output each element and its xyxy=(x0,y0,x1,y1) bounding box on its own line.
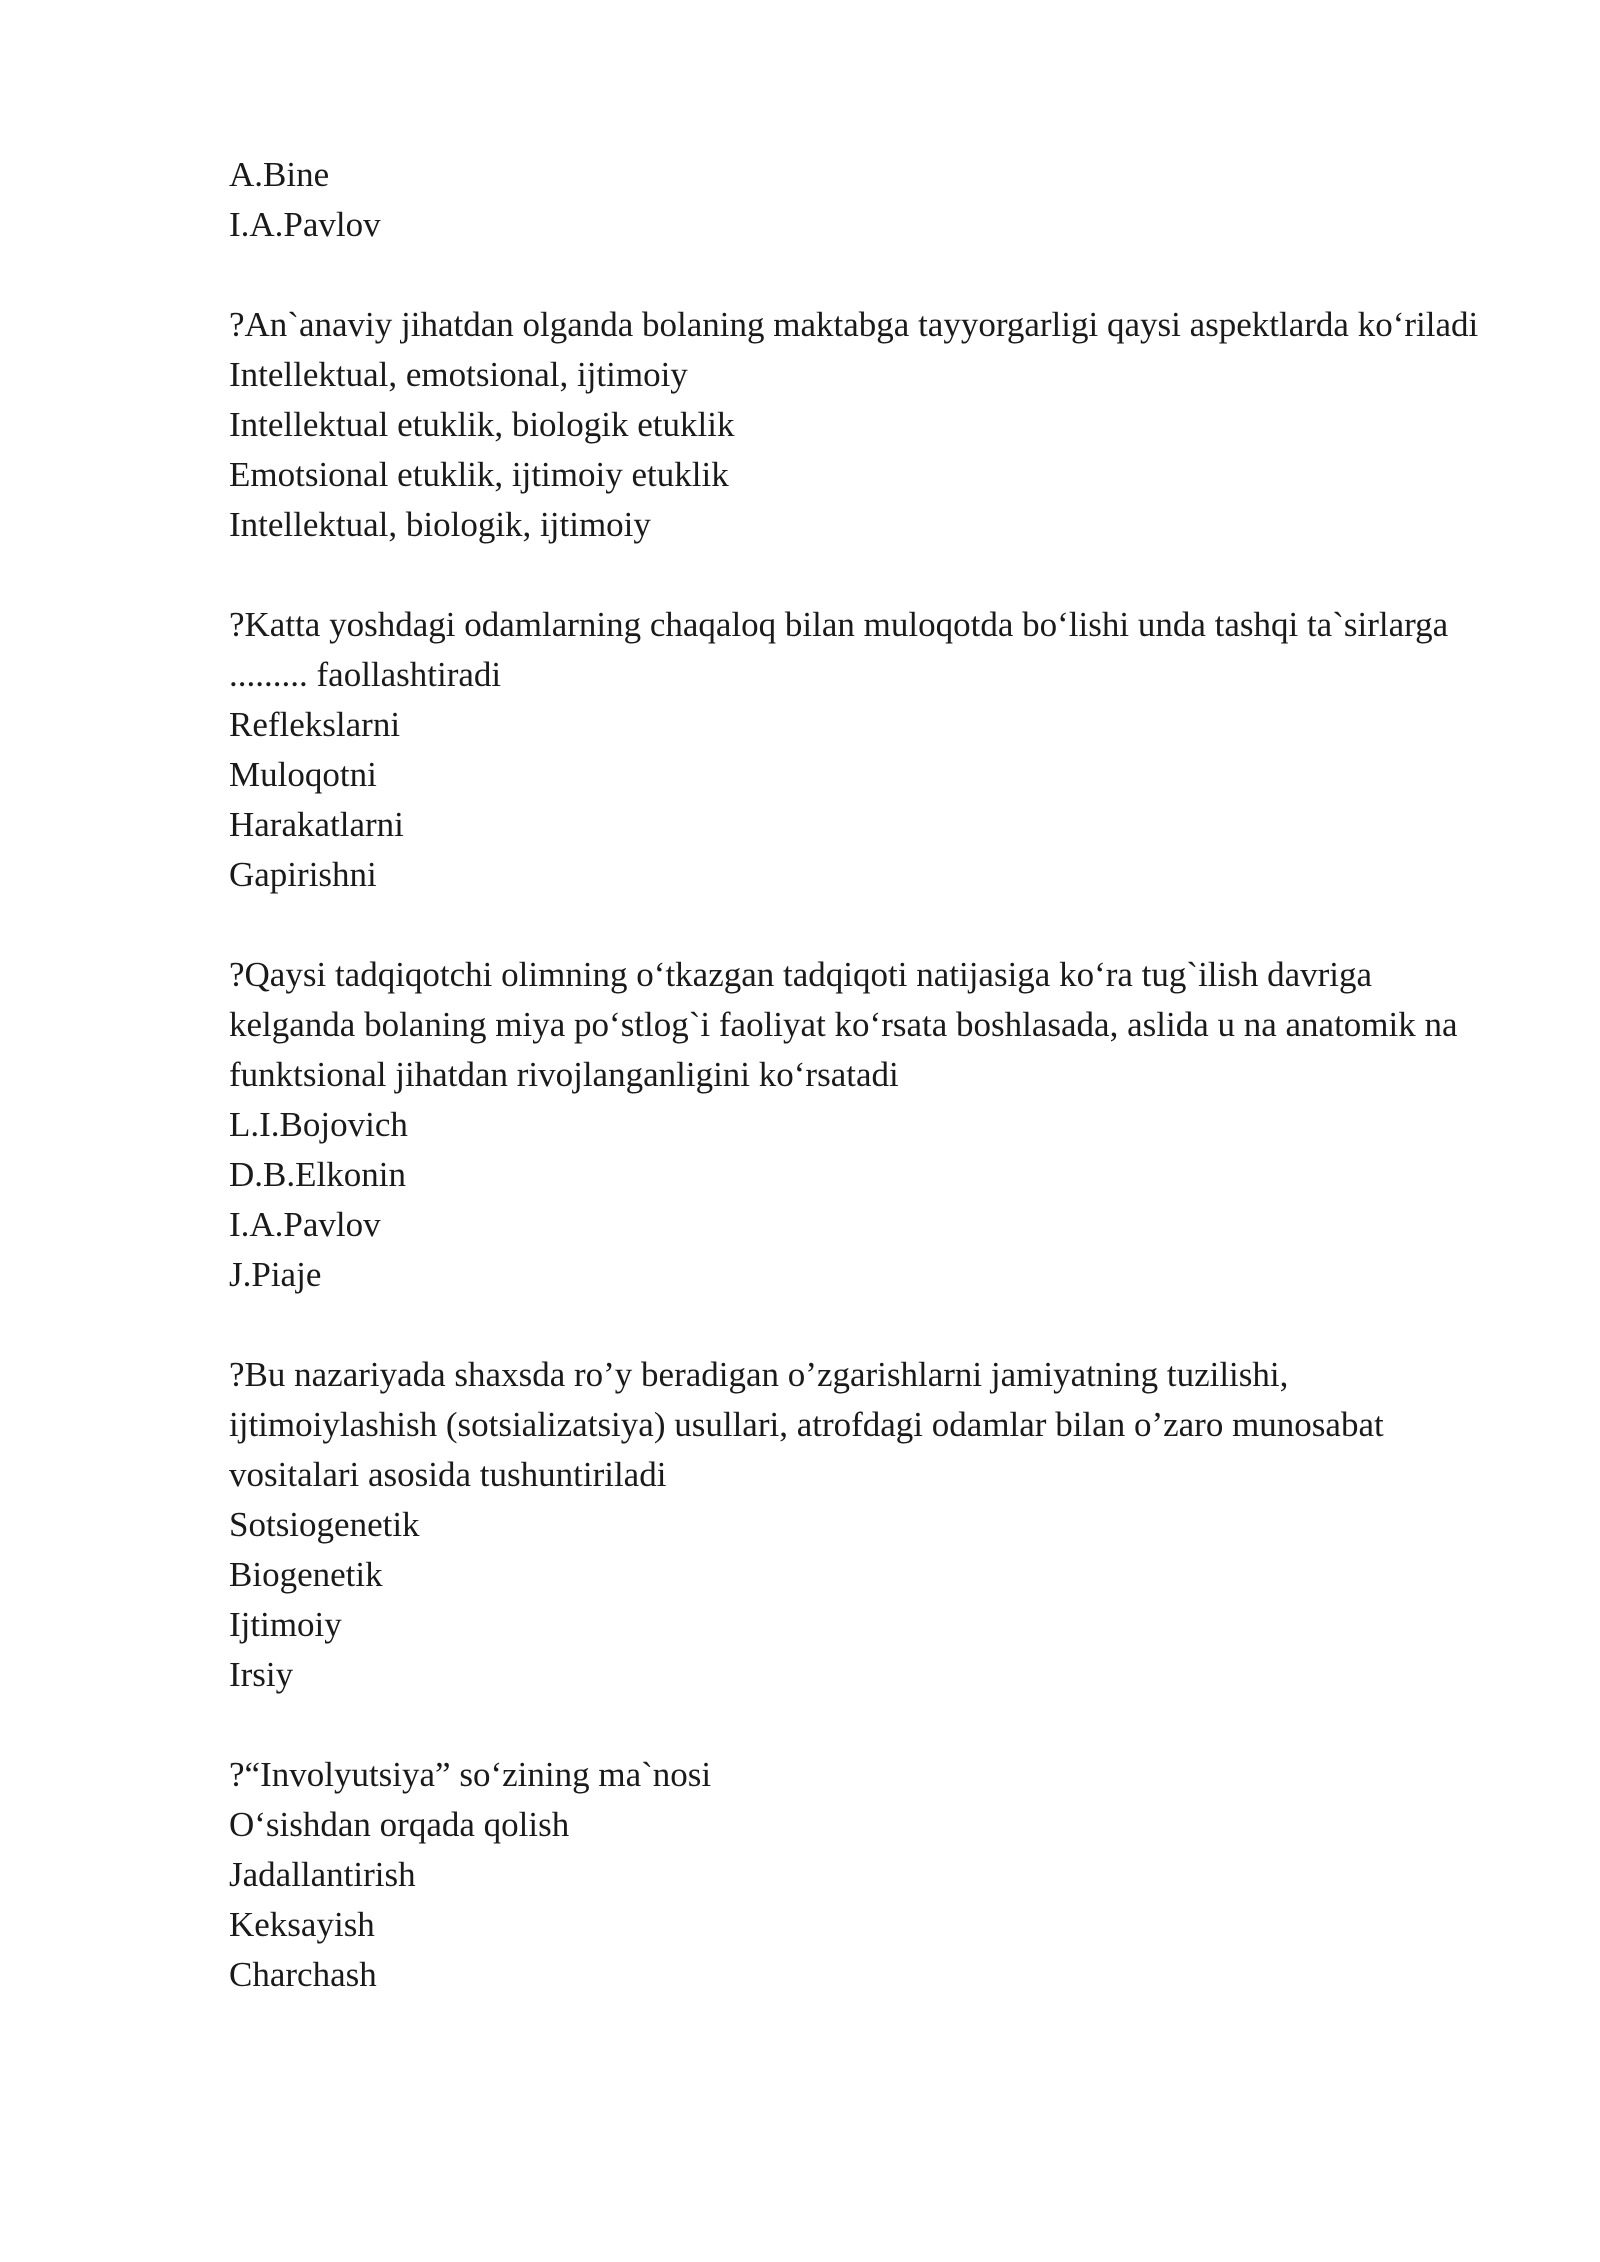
answer-option: Ijtimoiy xyxy=(229,1605,342,1644)
answer-option: I.A.Pavlov xyxy=(229,205,381,244)
answer-option: Reflekslarni xyxy=(229,705,401,744)
question-text: ?Katta yoshdagi odamlarning chaqaloq bilan muloqotda bo‘lishi unda tashqi ta`sirlarga ......... faollashtiradi xyxy=(229,605,1457,694)
answer-option: A.Bine xyxy=(229,155,330,194)
answer-option: Gapirishni xyxy=(229,855,377,894)
document-content xyxy=(229,150,1489,2000)
answer-option: Biogenetik xyxy=(229,1555,383,1594)
question-block xyxy=(229,1750,1489,2000)
answer-option: D.B.Elkonin xyxy=(229,1155,406,1194)
question-block xyxy=(229,300,1489,550)
answer-option: J.Piaje xyxy=(229,1255,322,1294)
answer-option: Intellektual, biologik, ijtimoiy xyxy=(229,505,651,544)
question-block xyxy=(229,1350,1489,1700)
answer-option: Muloqotni xyxy=(229,755,377,794)
question-block xyxy=(229,600,1489,900)
answer-option: L.I.Bojovich xyxy=(229,1105,408,1144)
answer-option: Sotsiogenetik xyxy=(229,1505,420,1544)
answer-option: O‘sishdan orqada qolish xyxy=(229,1805,570,1844)
answer-option: Charchash xyxy=(229,1955,377,1994)
question-text: ?Bu nazariyada shaxsda ro’y beradigan o’zgarishlarni jamiyatning tuzilishi, ijtimoiylashish (sotsializatsiya) usullari, atrofdagi odamlar bilan o’zaro munosabat vositalari asosida tushuntiriladi xyxy=(229,1355,1393,1494)
answer-option: Intellektual etuklik, biologik etuklik xyxy=(229,405,735,444)
answer-option: Jadallantirish xyxy=(229,1855,416,1894)
question-text: ?“Involyutsiya” so‘zining ma`nosi xyxy=(229,1755,712,1794)
answer-option: Keksayish xyxy=(229,1905,375,1944)
question-text: ?An`anaviy jihatdan olganda bolaning maktabga tayyorgarligi qaysi aspektlarda ko‘riladi xyxy=(229,305,1479,344)
question-block xyxy=(229,950,1489,1300)
answer-option: Emotsional etuklik, ijtimoiy etuklik xyxy=(229,455,729,494)
answer-option: Intellektual, emotsional, ijtimoiy xyxy=(229,355,688,394)
answer-option: Irsiy xyxy=(229,1655,294,1694)
answer-option: Harakatlarni xyxy=(229,805,404,844)
answer-option: I.A.Pavlov xyxy=(229,1205,381,1244)
question-text: ?Qaysi tadqiqotchi olimning o‘tkazgan tadqiqoti natijasiga ko‘ra tug`ilish davriga kelganda bolaning miya po‘stlog`i faoliyat ko‘rsata boshlasada, aslida u na anatomik na funktsional jihatdan rivojlanganligini ko‘rsatadi xyxy=(229,955,1467,1094)
question-block-continuation xyxy=(229,150,1489,250)
